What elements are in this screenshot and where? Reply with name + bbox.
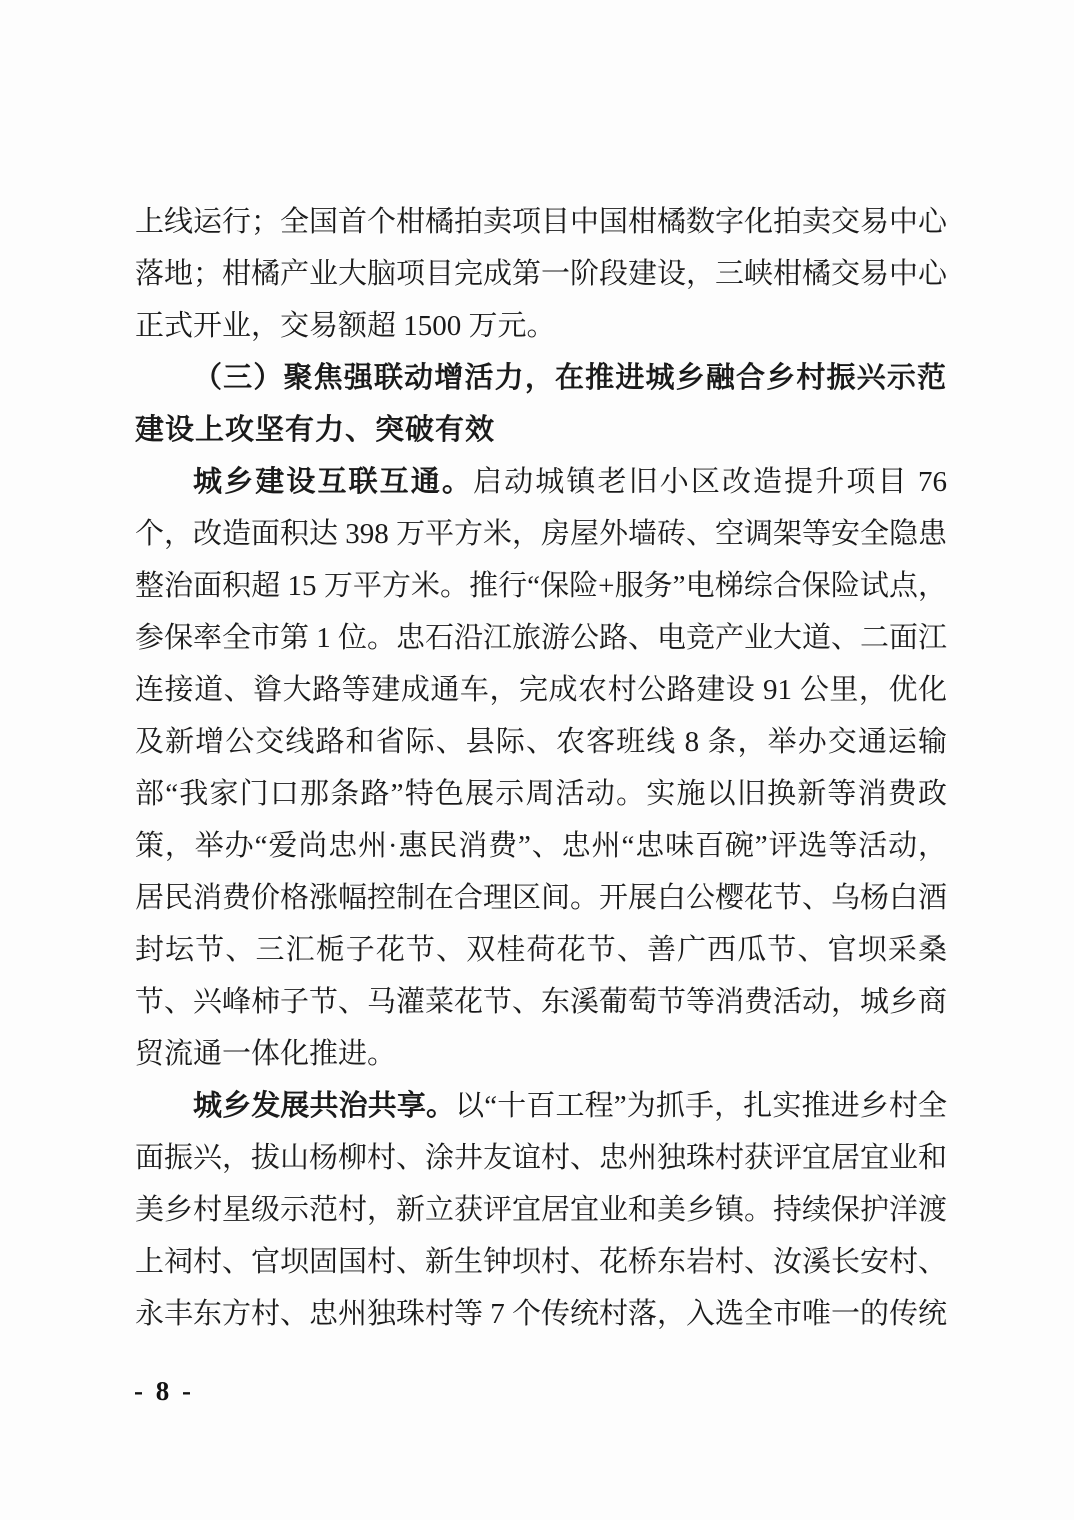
paragraph (135, 1080, 947, 1340)
page-number: - 8 - (134, 1376, 194, 1406)
paragraph-text: 启动城镇老旧小区改造提升项目 76 个，改造面积达 398 万平方米，房屋外墙砖、空调架等安全隐患整治面积超 15 万平方米。推行“保险+服务”电梯综合保险试点，参保率全市第 1 位。忠石沿江旅游公路、电竞产业大道、二面江连接道、㽏大路等建成通车，完成农村公路建设 91 公里，优化及新增公交线路和省际、县际、农客班线 8 条，举办交通运输部“我家门口那条路”特色展示周活动。实施以旧换新等消费政策，举办“爱尚忠州·惠民消费”、忠州“忠味百碗”评选等活动，居民消费价格涨幅控制在合理区间。开展白公樱花节、乌杨白酒封坛节、三汇栀子花节、双桂荷花节、善广西瓜节、官坝采桑节、兴峰柿子节、马灌菜花节、东溪葡萄节等消费活动，城乡商贸流通一体化推进。 (135, 466, 948, 1070)
paragraph (135, 456, 947, 1080)
paragraph-lead: 城乡建设互联互通。 (193, 466, 474, 498)
document-body (135, 196, 947, 1340)
section-heading: （三）聚焦强联动增活力，在推进城乡融合乡村振兴示范建设上攻坚有力、突破有效 (135, 362, 947, 446)
paragraph-text: 以“十百工程”为抓手，扎实推进乡村全面振兴，拔山杨柳村、涂井友谊村、忠州独珠村获评宜居宜业和美乡村星级示范村，新立获评宜居宜业和美乡镇。持续保护洋渡上祠村、官坝固国村、新生钟坝村、花桥东岩村、汝溪长安村、永丰东方村、忠州独珠村等 7 个传统村落，入选全市唯一的传统 (135, 1090, 948, 1330)
paragraph-continuation: 上线运行；全国首个柑橘拍卖项目中国柑橘数字化拍卖交易中心落地；柑橘产业大脑项目完成第一阶段建设，三峡柑橘交易中心正式开业，交易额超 1500 万元。 (135, 206, 948, 342)
paragraph-lead: 城乡发展共治共享。 (193, 1090, 456, 1122)
